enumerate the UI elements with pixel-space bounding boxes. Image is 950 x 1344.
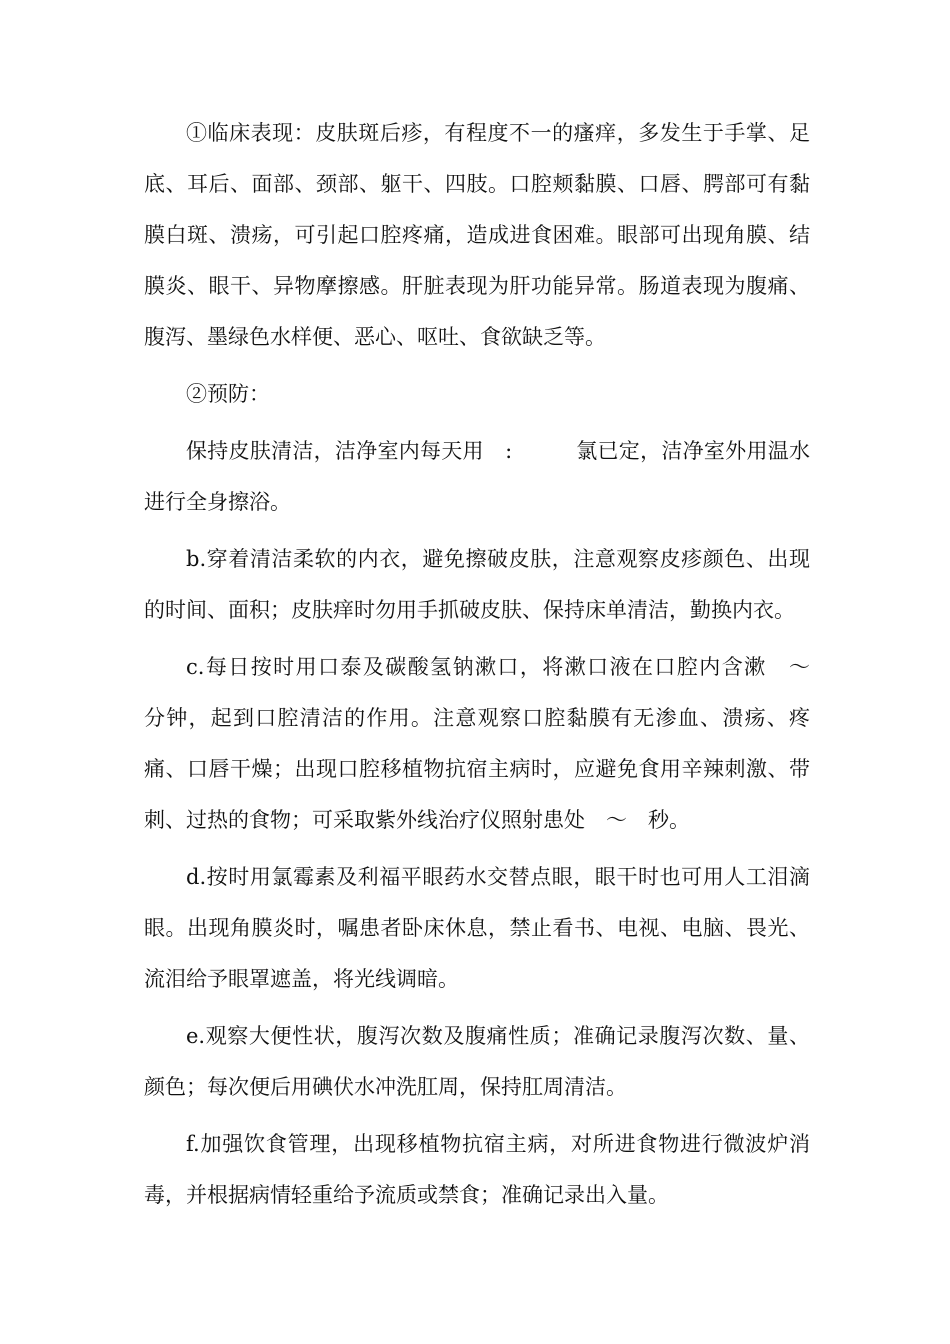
paragraph-prevention-a: 保持皮肤清洁，洁净室内每天用 : 氯已定，洁净室外用温水进行全身擦浴。 <box>144 439 810 514</box>
paragraph-clinical-manifestations: ①临床表现：皮肤斑后疹，有程度不一的瘙痒，多发生于手掌、足底、耳后、面部、颈部、躯干、四肢。口腔颊黏膜、口唇、腭部可有黏膜白斑、溃疡，可引起口腔疼痛，造成进食困难。眼部可出现角膜、结膜炎、眼干、异物摩擦感。肝脏表现为肝功能异常。肠道表现为腹痛、腹泻、墨绿色水样便、恶心、呕吐、食欲缺乏等。 <box>144 121 810 349</box>
paragraph-prevention-d: d.按时用氯霉素及利福平眼药水交替点眼，眼干时也可用人工泪滴眼。出现角膜炎时，嘱患者卧床休息，禁止看书、电视、电脑、畏光、流泪给予眼罩遮盖，将光线调暗。 <box>144 865 810 991</box>
paragraph-prevention-e: e.观察大便性状，腹泻次数及腹痛性质；准确记录腹泻次数、量、颜色；每次便后用碘伏水冲洗肛周，保持肛周清洁。 <box>144 1024 810 1099</box>
paragraph-prevention-heading: ②预防： <box>186 382 270 406</box>
paragraph-prevention-c: c.每日按时用口泰及碳酸氢钠漱口，将漱口液在口腔内含漱 ～ 分钟，起到口腔清洁的作用。注意观察口腔黏膜有无渗血、溃疡、疼痛、口唇干燥；出现口腔移植物抗宿主病时，应避免食用辛辣刺激、带刺、过热的食物；可采取紫外线治疗仪照射患处 ～ 秒。 <box>144 655 831 832</box>
document-body <box>144 108 831 1227</box>
paragraph-prevention-f: f.加强饮食管理，出现移植物抗宿主病，对所进食物进行微波炉消毒，并根据病情轻重给予流质或禁食；准确记录出入量。 <box>144 1132 810 1207</box>
paragraph-prevention-b: b.穿着清洁柔软的内衣，避免擦破皮肤，注意观察皮疹颜色、出现的时间、面积；皮肤痒时勿用手抓破皮肤、保持床单清洁，勤换内衣。 <box>144 547 810 622</box>
